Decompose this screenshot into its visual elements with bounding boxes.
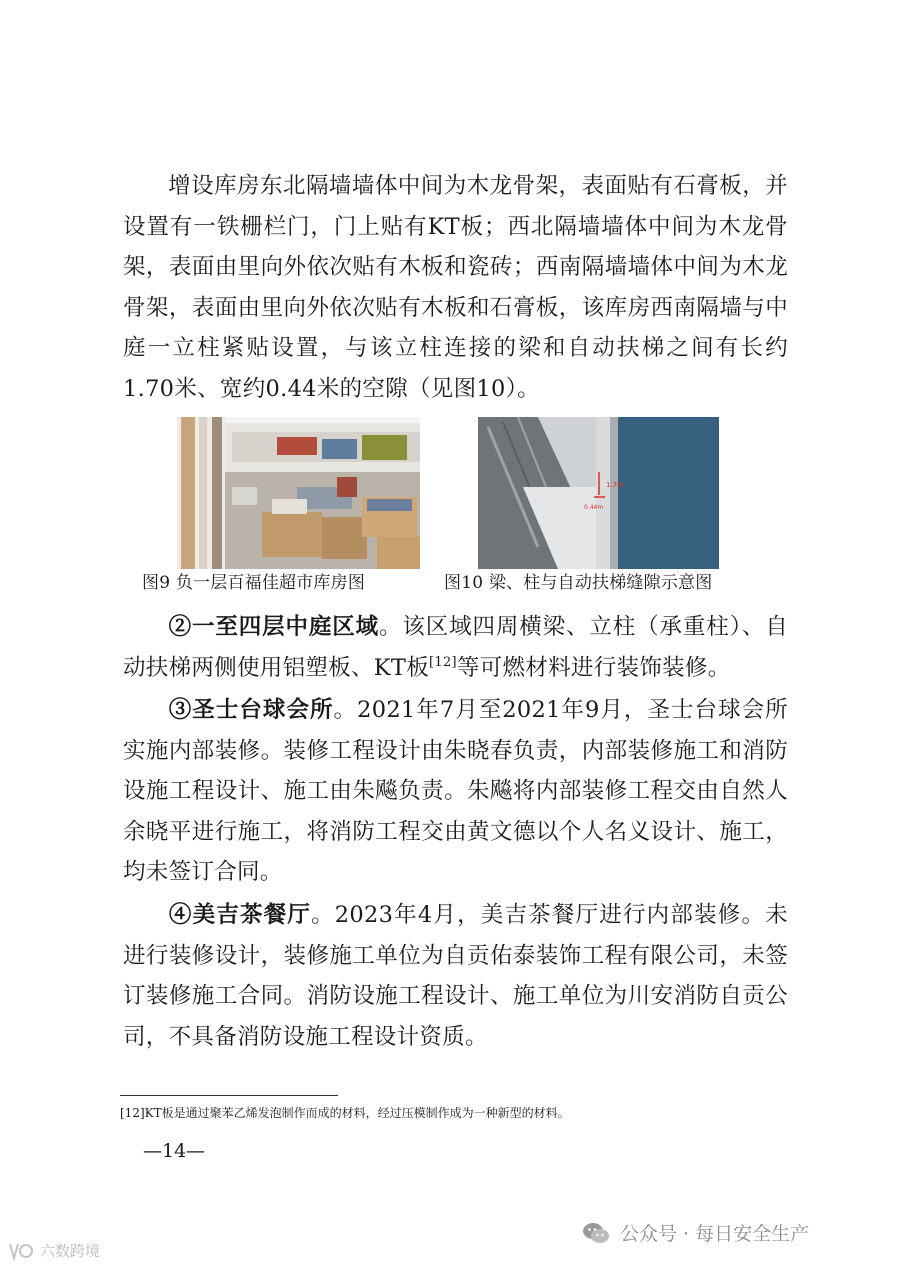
warehouse-photo-illustration bbox=[177, 417, 420, 569]
figure-9-photo bbox=[177, 417, 420, 569]
paragraph-storage-partition-walls: 增设库房东北隔墙墙体中间为木龙骨架，表面贴有石膏板，并设置有一铁栅栏门，门上贴有KT板；西北隔墙墙体中间为木龙骨架，表面由里向外依次贴有木板和瓷砖；西南隔墙墙体中间为木龙骨架，表面由里向外依次贴有木板和石膏板，该库房西南隔墙与中庭一立柱紧贴设置，与该立柱连接的梁和自动扶梯之间有长约1.70米、宽约0.44米的空隙（见图10）。 bbox=[123, 173, 788, 402]
corner-watermark-text: 六数跨境 bbox=[40, 1242, 101, 1260]
page-number: —14— bbox=[143, 1140, 206, 1162]
figure-10-caption: 图10 梁、柱与自动扶梯缝隙示意图 bbox=[444, 573, 713, 593]
wechat-icon bbox=[582, 1221, 610, 1245]
brand-logo-icon bbox=[6, 1241, 36, 1261]
corner-watermark bbox=[6, 1240, 100, 1261]
paragraph-atrium-area: ②一至四层中庭区域。该区域四周横梁、立柱（承重柱）、自动扶梯两侧使用铝塑板、KT板[12]等可燃材料进行装饰装修。 bbox=[123, 614, 788, 681]
section-heading-billiards: ③圣士台球会所 bbox=[168, 697, 334, 723]
figure-10-photo bbox=[478, 417, 719, 569]
paragraph-billiards-club: ③圣士台球会所。2021年7月至2021年9月，圣士台球会所实施内部装修。装修工程设计由朱晓春负责，内部装修施工和消防设施工程设计、施工由朱飚负责。朱飚将内部装修工程交由自然人余晓平进行施工，将消防工程交由黄文德以个人名义设计、施工，均未签订合同。 bbox=[123, 697, 788, 885]
wechat-watermark bbox=[582, 1219, 809, 1246]
section-heading-atrium: ②一至四层中庭区域 bbox=[168, 614, 379, 640]
footnote-reference[interactable]: [12] bbox=[429, 654, 457, 670]
escalator-gap-photo-illustration bbox=[478, 417, 719, 569]
section-heading-tea-restaurant: ④美吉茶餐厅 bbox=[168, 902, 312, 928]
wechat-account-name: 公众号 · 每日安全生产 bbox=[620, 1223, 810, 1245]
footnote-divider bbox=[120, 1095, 338, 1096]
paragraph-tea-restaurant: ④美吉茶餐厅。2023年4月，美吉茶餐厅进行内部装修。未进行装修设计，装修施工单位为自贡佑泰装饰工程有限公司，未签订装修施工合同。消防设施工程设计、施工单位为川安消防自贡公司，不具备消防设施工程设计资质。 bbox=[123, 902, 788, 1050]
footnote-12: [12]KT板是通过聚苯乙烯发泡制作而成的材料，经过压模制作成为一种新型的材料。 bbox=[120, 1106, 570, 1120]
gap-length-label: 1.7m bbox=[606, 481, 624, 489]
gap-width-label: 0.44m bbox=[584, 504, 604, 511]
figure-9-caption: 图9 负一层百福佳超市库房图 bbox=[142, 573, 366, 593]
